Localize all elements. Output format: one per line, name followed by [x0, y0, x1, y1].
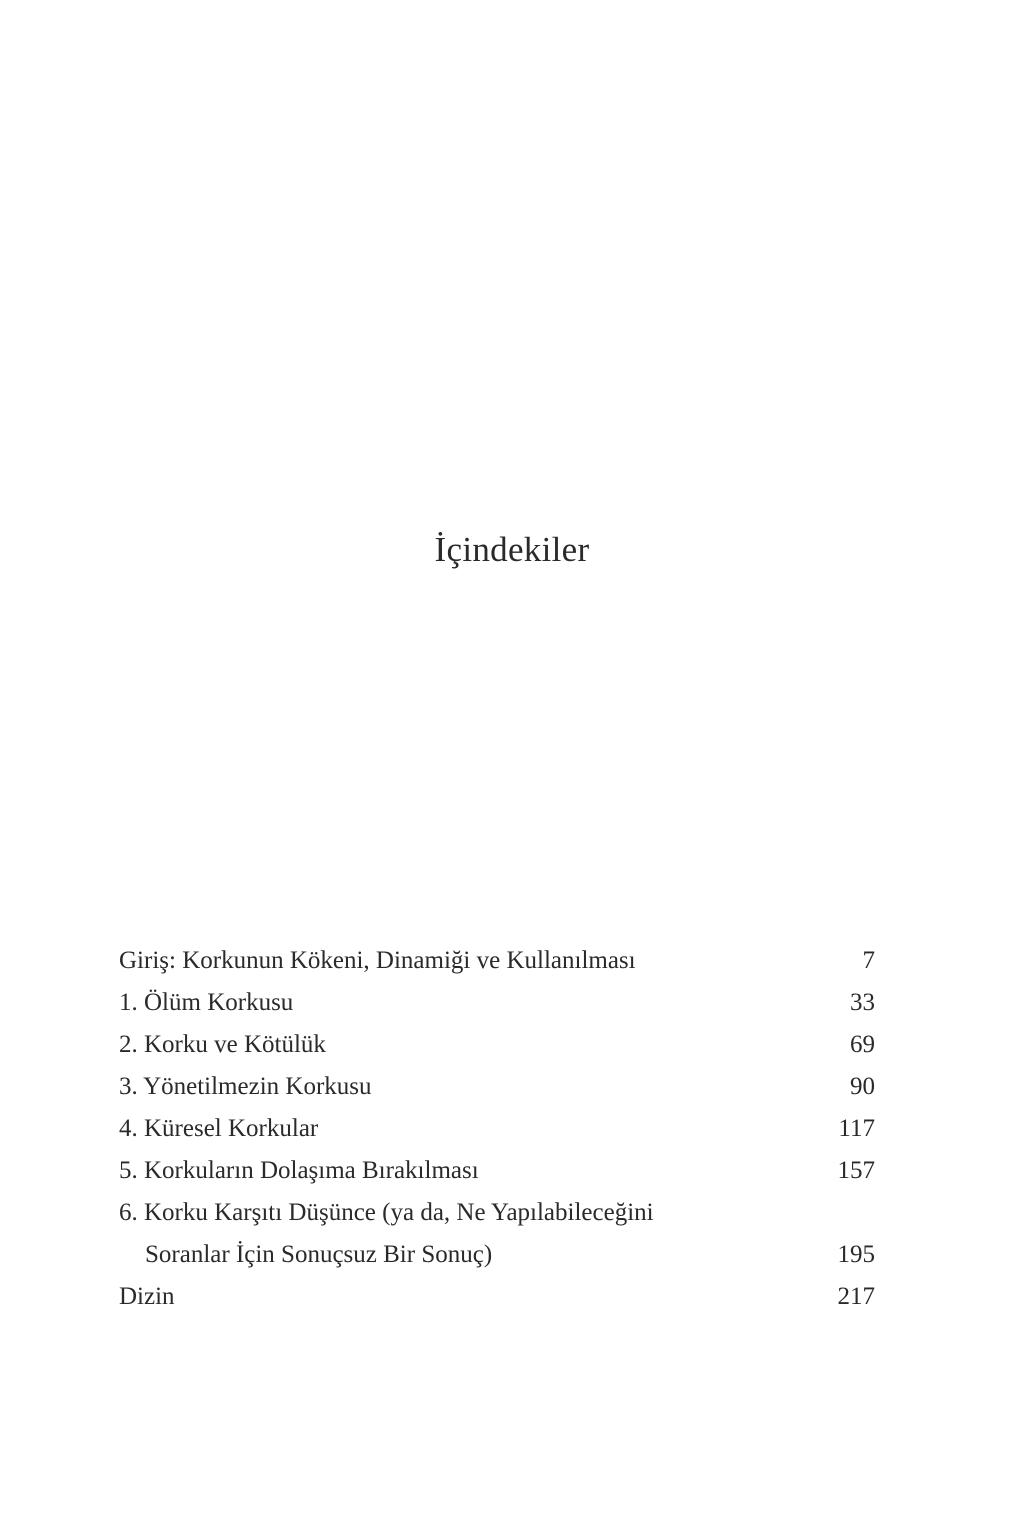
toc-entry-chapter-6[interactable] [119, 1192, 875, 1234]
toc-entry-title: 1. Ölüm Korkusu [119, 989, 294, 1016]
toc-page-number: 157 [837, 1157, 875, 1184]
toc-page-number: 69 [850, 1031, 875, 1058]
toc-entry-title: Giriş: Korkunun Kökeni, Dinamiği ve Kullanılması [119, 947, 636, 974]
toc-entry-title: Dizin [119, 1283, 175, 1310]
toc-entry-title: 5. Korkuların Dolaşıma Bırakılması [119, 1157, 479, 1184]
toc-entry-title: 6. Korku Karşıtı Düşünce (ya da, Ne Yapılabileceğini [119, 1199, 654, 1226]
toc-entry-chapter-1[interactable] [119, 982, 875, 1024]
toc-entry-title: Soranlar İçin Sonuçsuz Bir Sonuç) [145, 1241, 493, 1268]
toc-entry-introduction[interactable] [119, 940, 875, 982]
toc-page-number: 7 [862, 947, 875, 974]
toc-entry-chapter-2[interactable] [119, 1024, 875, 1066]
toc-page-number: 217 [837, 1283, 875, 1310]
toc-entry-title: 3. Yönetilmezin Korkusu [119, 1073, 372, 1100]
toc-entry-chapter-3[interactable] [119, 1066, 875, 1108]
toc-entry-chapter-4[interactable] [119, 1108, 875, 1150]
toc-entry-title: 2. Korku ve Kötülük [119, 1031, 326, 1058]
toc-page-number: 195 [837, 1241, 875, 1268]
table-of-contents [119, 940, 875, 1318]
page-title: İçindekiler [434, 530, 590, 569]
toc-entry-chapter-5[interactable] [119, 1150, 875, 1192]
toc-entry-chapter-6-continued[interactable] [119, 1234, 875, 1276]
toc-page-number: 33 [850, 989, 875, 1016]
toc-entry-title: 4. Küresel Korkular [119, 1115, 319, 1142]
toc-page-number: 90 [850, 1073, 875, 1100]
toc-entry-index[interactable] [119, 1276, 875, 1318]
toc-page-number: 117 [838, 1115, 875, 1142]
